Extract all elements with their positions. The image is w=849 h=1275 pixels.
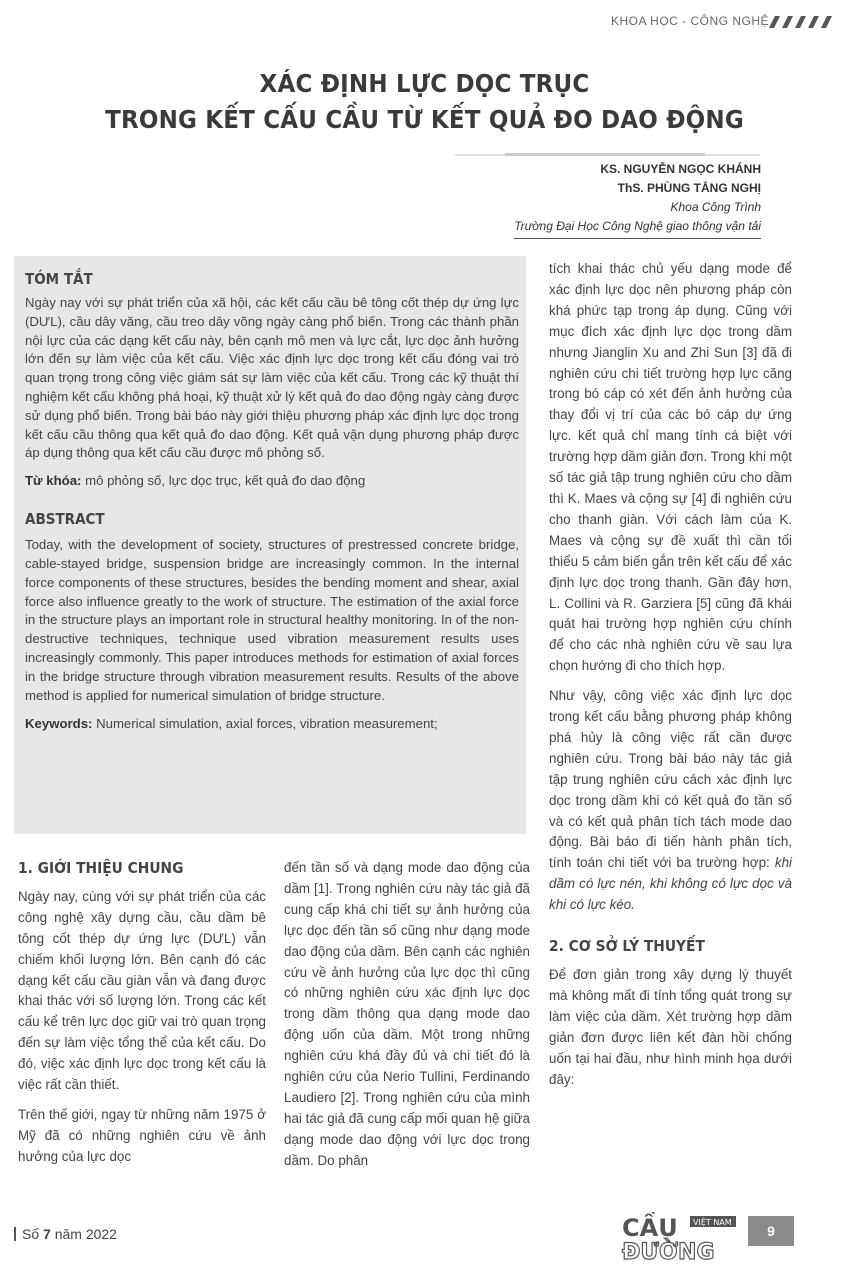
keywords-en-label: Keywords: [25,716,93,732]
section-1-paragraph-2: Trên thế giới, ngay từ những năm 1975 ở Mỹ đã có những nghiên cứu về ảnh hưởng của lực dọc [18,1106,266,1164]
author-department: Khoa Công Trình [670,200,761,214]
issue-prefix: Số [22,1226,44,1242]
issue-number: 7 [43,1226,51,1242]
logo-text-top: CẦU [622,1214,678,1242]
keywords-vi [25,472,519,490]
article-title [0,66,849,138]
title-line-1: XÁC ĐỊNH LỰC DỌC TRỤC [259,69,590,98]
keywords-vi-label: Từ khóa: [25,473,82,489]
section-2-heading: 2. CƠ SỞ LÝ THUYẾT [549,937,705,956]
title-divider [455,152,760,160]
section-1-paragraph-4: tích khai thác chủ yếu dạng mode để xác định lực dọc nên phương pháp còn khá phức tạp trong áp dụng. Cũng với mục đích xác định lực dọc trong dầm nhưng Jianglin Xu and Zhi Sun [3] đã đi nghiên cứu chi tiết trường hợp lực căng trong bó cáp có xét đến ảnh hưởng của thay đổi vị trí của các bó cáp dự ứng lực. kết quả chỉ mang tính cá biệt với trường hợp dầm giản đơn. Trong khi một số tác giả tập trung nghiên cứu cho dầm thì K. Maes và cộng sự [4] đi nghiên cứu cho thanh giàn. Với cách làm của K. Maes và cộng sự đề xuất thì cần tối thiểu 5 cảm biến gắn trên kết cấu để xác định lực dọc trong thanh. Gần đây hơn, L. Collini và R. Garziera [5] cũng đã khái quát hai trường hợp nghiên cứu chính để cho các nhà nghiên cứu về sau lựa chọn hướng đi cho thích hợp. [549,261,792,674]
abstract-en-heading: ABSTRACT [25,510,105,529]
abstract-vi-text: Ngày nay với sự phát triển của xã hội, các kết cấu cầu bê tông cốt thép dự ứng lực (DƯL), cầu dây văng, cầu treo dây võng ngày càng phổ biến. Trong các thành phần nội lực của các dạng kết cấu này, bên cạnh mô men và lực cắt, lực dọc ảnh hưởng lớn đến sự làm việc của kết cấu. Việc xác định lực dọc trong kết cấu đóng vai trò quan trọng trong công việc giám sát sự làm việc của kết cấu. Trong các kỹ thuật thí nghiệm kết cấu không phá hoại, kỹ thuật xử lý kết quả đo dao động ngày càng được sử dụng phổ biến. Trong bài báo này giới thiệu phương pháp xác định lực dọc trong kết cấu cầu thông qua kết quả đo dao động. Kết quả vận dụng phương pháp được áp dụng thông qua kết cấu cầu được mô phỏng số. [25,295,519,461]
abstract-box [14,256,526,834]
abstract-vi-heading: TÓM TẮT [25,270,93,288]
section-1-paragraph-1: Ngày nay, cùng với sự phát triển của các công nghệ xây dựng cầu, cầu dầm bê tông cốt thép dự ứng lực (DƯL) vẫn chiếm khối lượng lớn. Bên cạnh đó các dạng kết cấu cầu giàn vẫn và đang được khai thác với số lượng lớn. Trong các kết cấu kể trên lực dọc giữ vai trò quan trọng đến sự làm việc tổng thể của kết cấu. Do đó, việc xác định lực dọc trong kết cấu là việc rất cần thiết. [18,888,266,1093]
section-1-paragraph-5 [549,686,792,916]
abstract-content [25,270,519,733]
logo-tag-text: VIỆT NAM [693,1218,732,1227]
issue-bar [14,1227,16,1241]
section-2-paragraph-1: Để đơn giản trong xây dựng lý thuyết mà không mất đi tính tổng quát trong sự làm việc của dầm. Xét trường hợp dầm giản đơn được liên kết đàn hồi chống uốn tại hai đầu, như hình minh họa dưới đây: [549,967,792,1087]
journal-logo [620,1212,740,1262]
issue-label [14,1226,117,1242]
title-line-2: TRONG KẾT CẤU CẦU TỪ KẾT QUẢ ĐO DAO ĐỘNG [105,105,744,134]
body-column-left [18,858,266,1177]
paragraph-5-italic: khi dầm có lực nén, khi không có lực dọc và khi có lực kéo. [549,855,792,913]
body-column-right [549,259,792,1099]
page-number: 9 [748,1216,794,1246]
logo-text-bottom: ĐƯỜNG [622,1240,715,1262]
section-1-paragraph-3: đến tần số và dạng mode dao động của dầm [1]. Trong nghiên cứu này tác giả đã cung cấp khá chi tiết sự ảnh hưởng của lực dọc đến tần số cũng như dạng mode dao động của dầm. Bên cạnh các nghiên cứu về ảnh hưởng của lực dọc thì cũng có những nghiên cứu xác định lực dọc trong dầm thông qua dạng mode dao động uốn của dầm. Một trong những nghiên cứu khá đầy đủ và chi tiết đó là nghiên cứu của Nerio Tullini, Ferdinando Laudiero [2]. Trong nghiên cứu của mình hai tác giả đã cung cấp mối quan hệ giữa dạng mode dao động với lực dọc trong dầm. Do phân [284,860,530,1168]
author-1: KS. NGUYỄN NGỌC KHÁNH [600,162,761,176]
author-university: Trường Đại Học Công Nghệ giao thông vận tải [514,217,761,239]
author-2: ThS. PHÙNG TẮNG NGHỊ [617,181,761,195]
paragraph-5-text: Như vậy, công việc xác định lực dọc trong kết cấu bằng phương pháp không phá hủy là công việc rất cần được nghiên cứu. Trong bài báo này tác giả tập trung nghiên cứu cách xác định lực dọc trong dầm khi có kết quả đo tần số và có kết quả phân tích tách mode dao động. Bài báo đi tiến hành phân tích, tính toán chi tiết với ba trường hợp: [549,688,792,871]
issue-suffix: năm 2022 [50,1226,117,1242]
keywords-vi-value: mô phỏng số, lực dọc trục, kết quả đo dao động [81,473,366,489]
abstract-en-text: Today, with the development of society, structures of prestressed concrete bridge, cable-stayed bridge, suspension bridge are increasingly common. In the internal force components of these structures, besides the bending moment and shear, axial force also influence greatly to the work of structure. The estimation of the axial force in the structure plays an important role in structural healthy monitoring. In of the non-destructive techniques, technique used vibration measurement results uses increasingly commonly. This paper introduces methods for estimation of axial forces in the bridge structure through vibration measurement results. Results of the above method is applied for numerical simulation of bridge structure. [25,537,519,703]
keywords-en [25,715,519,733]
author-block [514,160,761,239]
journal-section-label: KHOA HỌC - CÔNG NGHỆ [610,14,769,28]
section-1-heading: 1. GIỚI THIỆU CHUNG [18,859,184,877]
body-column-middle [284,858,530,1181]
keywords-en-value: Numerical simulation, axial forces, vibration measurement; [92,716,438,732]
header-stripes-decoration [765,16,835,28]
